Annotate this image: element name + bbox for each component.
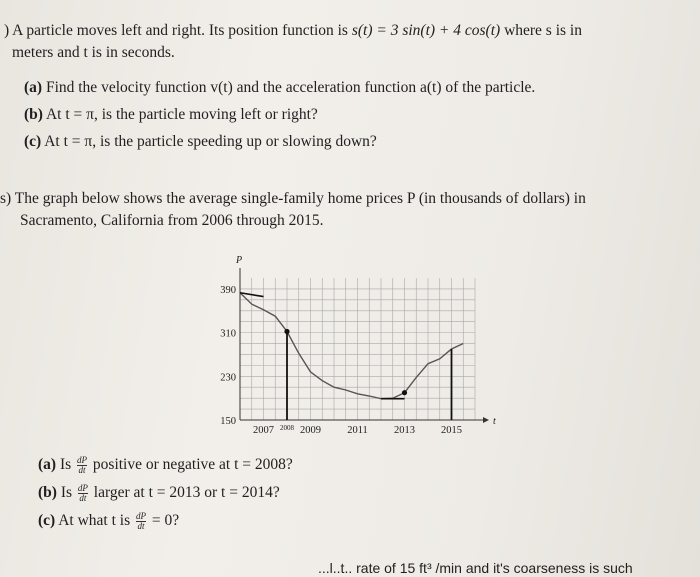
part-label: (c) [24, 133, 42, 150]
cut-off-next-problem: ...l..t.. rate of 15 ft³ /min and it's coarseness is such [318, 560, 633, 576]
fraction-numerator: dP [77, 483, 88, 493]
x-tick-label: 2007 [253, 425, 274, 436]
fraction-denominator: dt [79, 493, 87, 503]
problem1-part-c [24, 133, 377, 151]
problem1-part-b [24, 106, 318, 124]
part-label: (c) [38, 512, 56, 530]
part-label: (a) [38, 456, 57, 474]
fraction-denominator: dt [137, 521, 145, 531]
fraction-numerator: dP [136, 511, 147, 521]
part-text: At what t is [58, 512, 135, 530]
x-tick-label: 2015 [441, 425, 462, 436]
part-label: (b) [38, 484, 57, 502]
dp-dt-fraction [78, 484, 88, 503]
dp-dt-fraction [77, 456, 87, 475]
x-axis-label: t [493, 416, 496, 427]
y-tick-label: 390 [220, 284, 236, 296]
problem2-line1: s) The graph below shows the average single-family home prices P (in thousands of dollars) in [0, 190, 586, 207]
x-axis-arrow [483, 417, 489, 423]
part-text: Is [60, 484, 76, 502]
fraction-denominator: dt [78, 465, 86, 475]
part-label: (b) [24, 106, 43, 123]
part-text-post: = 0? [148, 512, 180, 530]
problem1-part-a [24, 79, 535, 97]
part-text: At t = π, is the particle speeding up or slowing down? [44, 133, 377, 150]
fraction-numerator: dP [77, 455, 88, 465]
problem1-line1 [4, 22, 582, 40]
home-price-chart [205, 248, 495, 448]
y-axis-label: P [236, 255, 243, 266]
part-label: (a) [24, 79, 43, 96]
problem2-part-c [38, 512, 179, 531]
marked-point [402, 390, 407, 395]
y-tick-label: 150 [220, 416, 236, 427]
part-text: Is [59, 456, 76, 474]
part-text: At t = π, is the particle moving left or right? [45, 106, 318, 123]
problem1-text: ) A particle moves left and right. Its position function is [4, 22, 352, 39]
part-text: Find the velocity function v(t) and the acceleration function a(t) of the particle. [45, 79, 536, 96]
price-series-line [240, 293, 463, 399]
x-tick-label: 2013 [394, 425, 415, 436]
marked-point [284, 329, 289, 334]
part-text-post: larger at t = 2013 or t = 2014? [89, 484, 280, 502]
y-tick-label: 310 [220, 328, 236, 340]
y-tick-label: 230 [220, 372, 236, 384]
part-text-post: positive or negative at t = 2008? [89, 456, 293, 474]
problem2-part-a [38, 456, 293, 475]
x-tick-label: 2011 [347, 425, 368, 436]
problem2-part-b [38, 484, 280, 503]
problem1-text-post: where s is in [500, 22, 582, 39]
handwritten-note: 2008 [280, 424, 294, 432]
dp-dt-fraction [136, 512, 146, 531]
problem2-line2: Sacramento, California from 2006 through 2015. [20, 212, 324, 229]
x-tick-label: 2009 [300, 425, 321, 436]
problem1-line2: meters and t is in seconds. [12, 44, 175, 61]
position-function: s(t) = 3 sin(t) + 4 cos(t) [351, 22, 501, 39]
